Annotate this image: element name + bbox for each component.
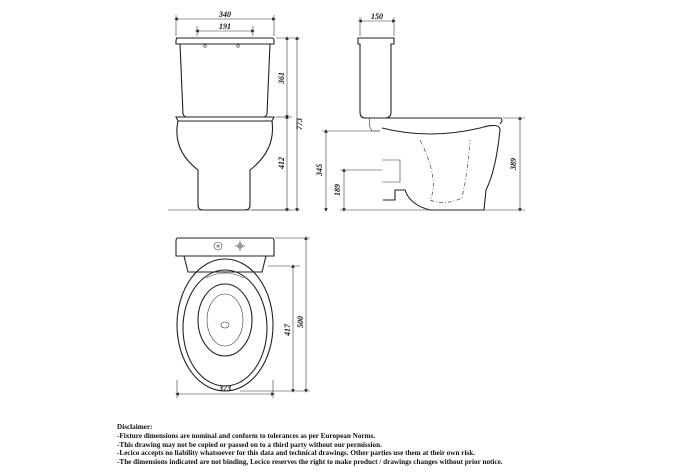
dim-front-total-height: 773 — [295, 118, 304, 130]
dim-side-outlet-low: 189 — [333, 184, 342, 196]
disclaimer-line: -Lecico accepts no liability whatsoever for this data and technical drawings. Other parties use them at their own risk. — [117, 449, 476, 458]
dim-plan-bowl-length: 417 — [283, 324, 292, 336]
disclaimer-title: Disclaimer: — [117, 423, 153, 431]
dim-plan-width: 373 — [219, 384, 231, 393]
disclaimer-line: -Fixture dimensions are nominal and conform to tolerances as per European Norms. — [117, 431, 376, 440]
dim-plan-total-length: 500 — [296, 316, 305, 328]
front-view — [168, 10, 304, 210]
dim-side-outlet-height: 345 — [315, 164, 324, 176]
disclaimer-line: -This drawing may not be copied or passed on to a third party without our permission. — [117, 440, 382, 449]
dim-front-width-inner: 191 — [219, 22, 231, 31]
dim-front-cistern-height: 361 — [277, 72, 286, 84]
plan-view — [176, 238, 310, 398]
dim-front-pan-height: 412 — [277, 157, 286, 169]
disclaimer-block — [117, 423, 677, 467]
dim-side-cistern-depth: 150 — [371, 12, 383, 21]
dim-front-width-overall: 340 — [219, 10, 231, 19]
dim-side-rim-height: 389 — [509, 158, 518, 170]
side-view — [315, 12, 525, 210]
disclaimer-line: -The dimensions indicated are not binding, Lecico reserves the right to make product / drawings changes without prior notice. — [117, 458, 503, 467]
